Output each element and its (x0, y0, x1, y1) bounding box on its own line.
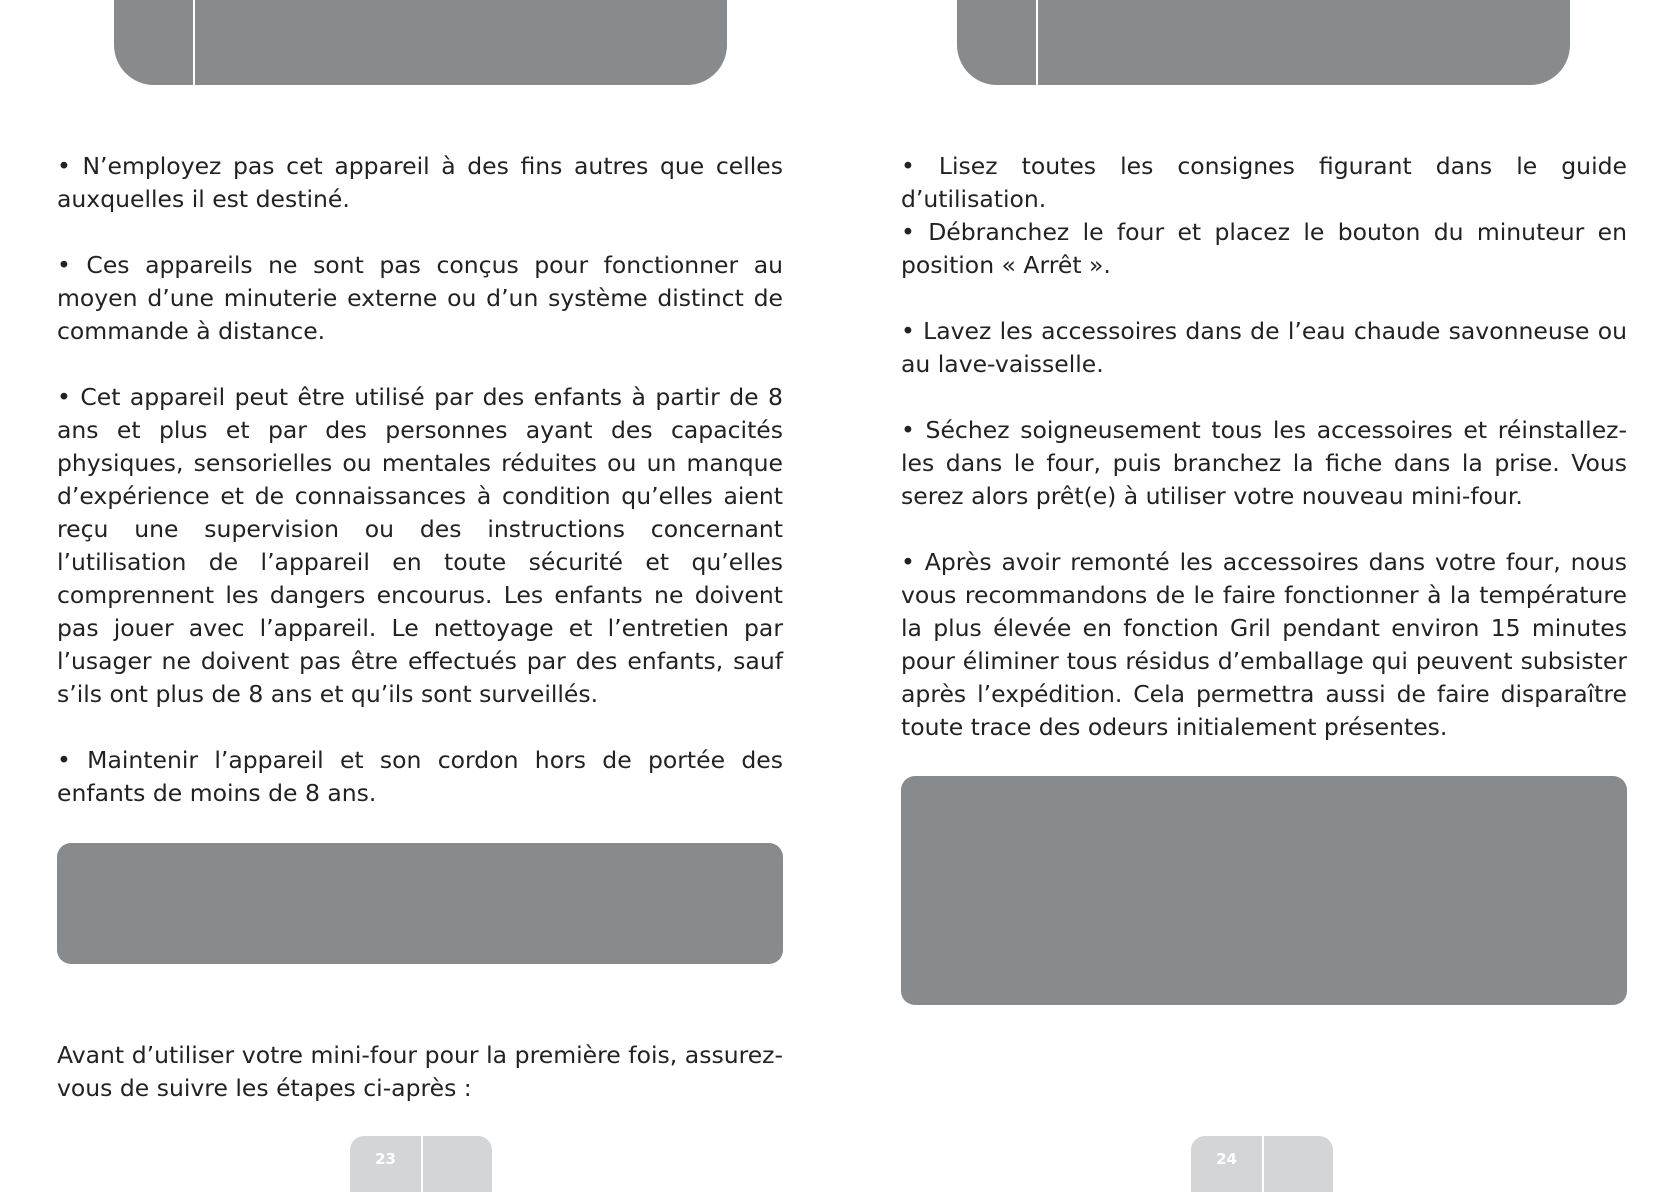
intro-paragraph: Avant d’utiliser votre mini-four pour la première fois, assurez-vous de suivre les étapes ci-après : (57, 1041, 783, 1102)
page-number-tab (350, 1136, 492, 1192)
intro-text (57, 1039, 783, 1105)
paragraph: • Séchez soigneusement tous les accessoires et réinstallez-les dans le four, puis branchez la fiche dans la prise. Vous serez alors prêt(e) à utiliser votre nouveau mini-four. (901, 416, 1627, 510)
right-page (840, 0, 1679, 1192)
page-tab-divider (421, 1136, 423, 1192)
note-box (901, 776, 1627, 1005)
page-number: 23 (375, 1150, 396, 1168)
page-tab-divider (1262, 1136, 1264, 1192)
left-page (0, 0, 839, 1192)
page-number-tab (1191, 1136, 1333, 1192)
header-tab (957, 0, 1570, 85)
paragraph: • Lavez les accessoires dans de l’eau chaude savonneuse ou au lave-vaisselle. (901, 317, 1627, 378)
header-tab-divider (1036, 0, 1038, 85)
section-heading-box (57, 843, 783, 964)
header-tab-divider (193, 0, 195, 85)
paragraph: • Lisez toutes les consignes figurant dans le guide d’utilisation. (901, 152, 1627, 213)
paragraph: • Débranchez le four et placez le bouton du minuteur en position « Arrêt ». (901, 218, 1627, 279)
instructions-text (901, 150, 1627, 744)
paragraph: • N’employez pas cet appareil à des fins autres que celles auxquelles il est destiné. (57, 152, 783, 213)
paragraph: • Après avoir remonté les accessoires dans votre four, nous vous recommandons de le faire fonctionner à la température la plus élevée en fonction Gril pendant environ 15 minutes pour éliminer tous résidus d’emballage qui peuvent subsister après l’expédition. Cela permettra aussi de faire disparaître toute trace des odeurs initialement présentes. (901, 548, 1627, 741)
safety-text (57, 150, 783, 810)
paragraph: • Cet appareil peut être utilisé par des enfants à partir de 8 ans et plus et par des personnes ayant des capacités physiques, sensorielles ou mentales réduites ou un manque d’expérience et de connaissances à condition qu’elles aient reçu une supervision ou des instructions concernant l’utilisation de l’appareil en toute sécurité et qu’elles comprennent les dangers encourus. Les enfants ne doivent pas jouer avec l’appareil. Le nettoyage et l’entretien par l’usager ne doivent pas être effectués par des enfants, sauf s’ils ont plus de 8 ans et qu’ils sont surveillés. (57, 383, 783, 708)
header-tab (114, 0, 727, 85)
paragraph: • Ces appareils ne sont pas conçus pour fonctionner au moyen d’une minuterie externe ou d’un système distinct de commande à distance. (57, 251, 783, 345)
page-number: 24 (1216, 1150, 1237, 1168)
paragraph: • Maintenir l’appareil et son cordon hors de portée des enfants de moins de 8 ans. (57, 746, 783, 807)
